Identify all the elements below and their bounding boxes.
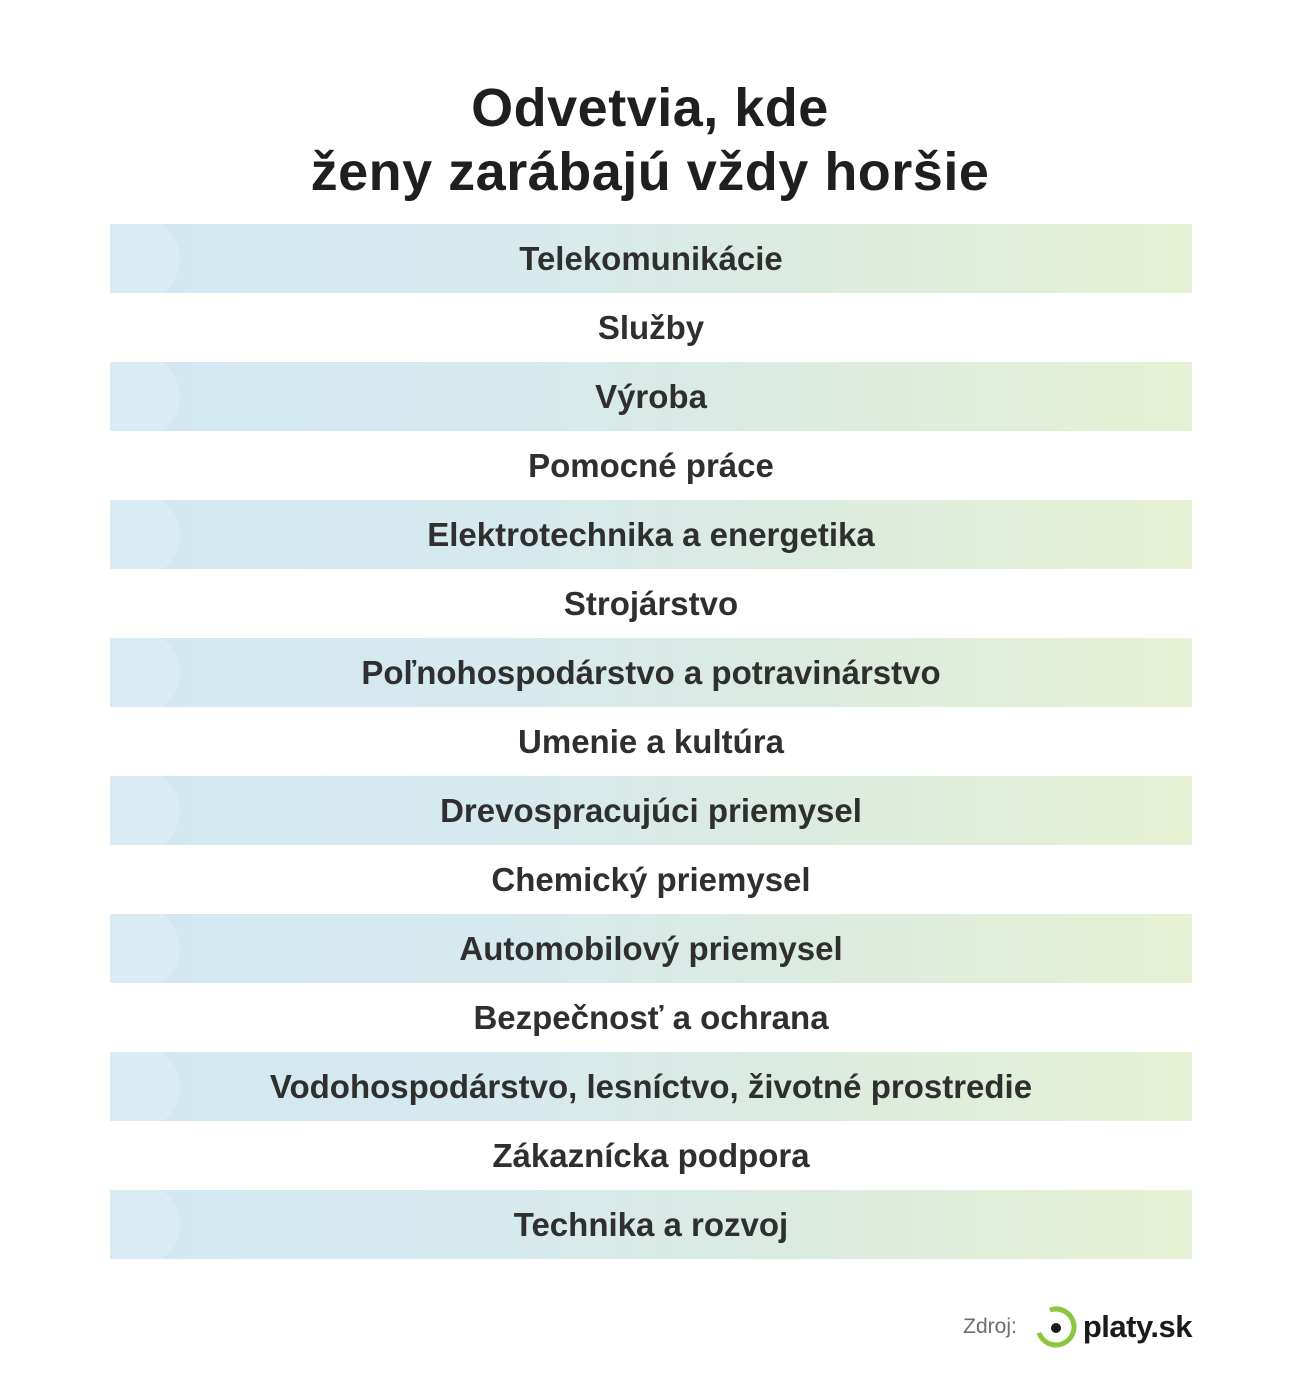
- list-item-label: Vodohospodárstvo, lesníctvo, životné prostredie: [269, 1067, 1033, 1105]
- list-item-label: Drevospracujúci priemysel: [440, 791, 862, 829]
- list-item: [110, 1190, 1192, 1259]
- list-item-label: Strojárstvo: [563, 584, 739, 622]
- list-item-label: Automobilový priemysel: [459, 929, 843, 967]
- list-item-label: Chemický priemysel: [491, 860, 811, 898]
- list-item-label: Bezpečnosť a ochrana: [473, 998, 829, 1036]
- list-item: [110, 431, 1192, 500]
- industry-list: [110, 224, 1192, 1259]
- list-item: [110, 224, 1192, 293]
- platy-logo: [1033, 1304, 1192, 1350]
- list-item: [110, 362, 1192, 431]
- list-item: [110, 293, 1192, 362]
- list-item-label: Výroba: [595, 377, 707, 415]
- title-line-1: Odvetvia, kde: [471, 78, 829, 139]
- list-item: [110, 1121, 1192, 1190]
- list-item-label: Pomocné práce: [528, 446, 774, 484]
- list-item-label: Umenie a kultúra: [518, 722, 784, 760]
- title-line-2: ženy zarábajú vždy horšie: [310, 142, 990, 203]
- list-item: [110, 569, 1192, 638]
- list-item-label: Technika a rozvoj: [513, 1205, 789, 1243]
- list-item-label: Elektrotechnika a energetika: [427, 515, 875, 553]
- platy-ring-logo-icon: [1033, 1304, 1079, 1350]
- list-item-label: Služby: [597, 308, 705, 346]
- list-item: [110, 500, 1192, 569]
- list-item: [110, 983, 1192, 1052]
- list-item: [110, 707, 1192, 776]
- list-item: [110, 845, 1192, 914]
- list-item: [110, 1052, 1192, 1121]
- logo-text: platy.sk: [1082, 1309, 1192, 1344]
- list-item: [110, 914, 1192, 983]
- logo-dot: [1051, 1323, 1061, 1333]
- source-footer: [963, 1302, 1192, 1352]
- list-item: [110, 638, 1192, 707]
- list-item-label: Zákaznícka podpora: [492, 1136, 810, 1174]
- list-item-label: Poľnohospodárstvo a potravinárstvo: [361, 653, 941, 691]
- list-item-label: Telekomunikácie: [519, 239, 783, 277]
- page-title: [0, 76, 1300, 204]
- source-label: Zdroj:: [963, 1315, 1017, 1338]
- list-item: [110, 776, 1192, 845]
